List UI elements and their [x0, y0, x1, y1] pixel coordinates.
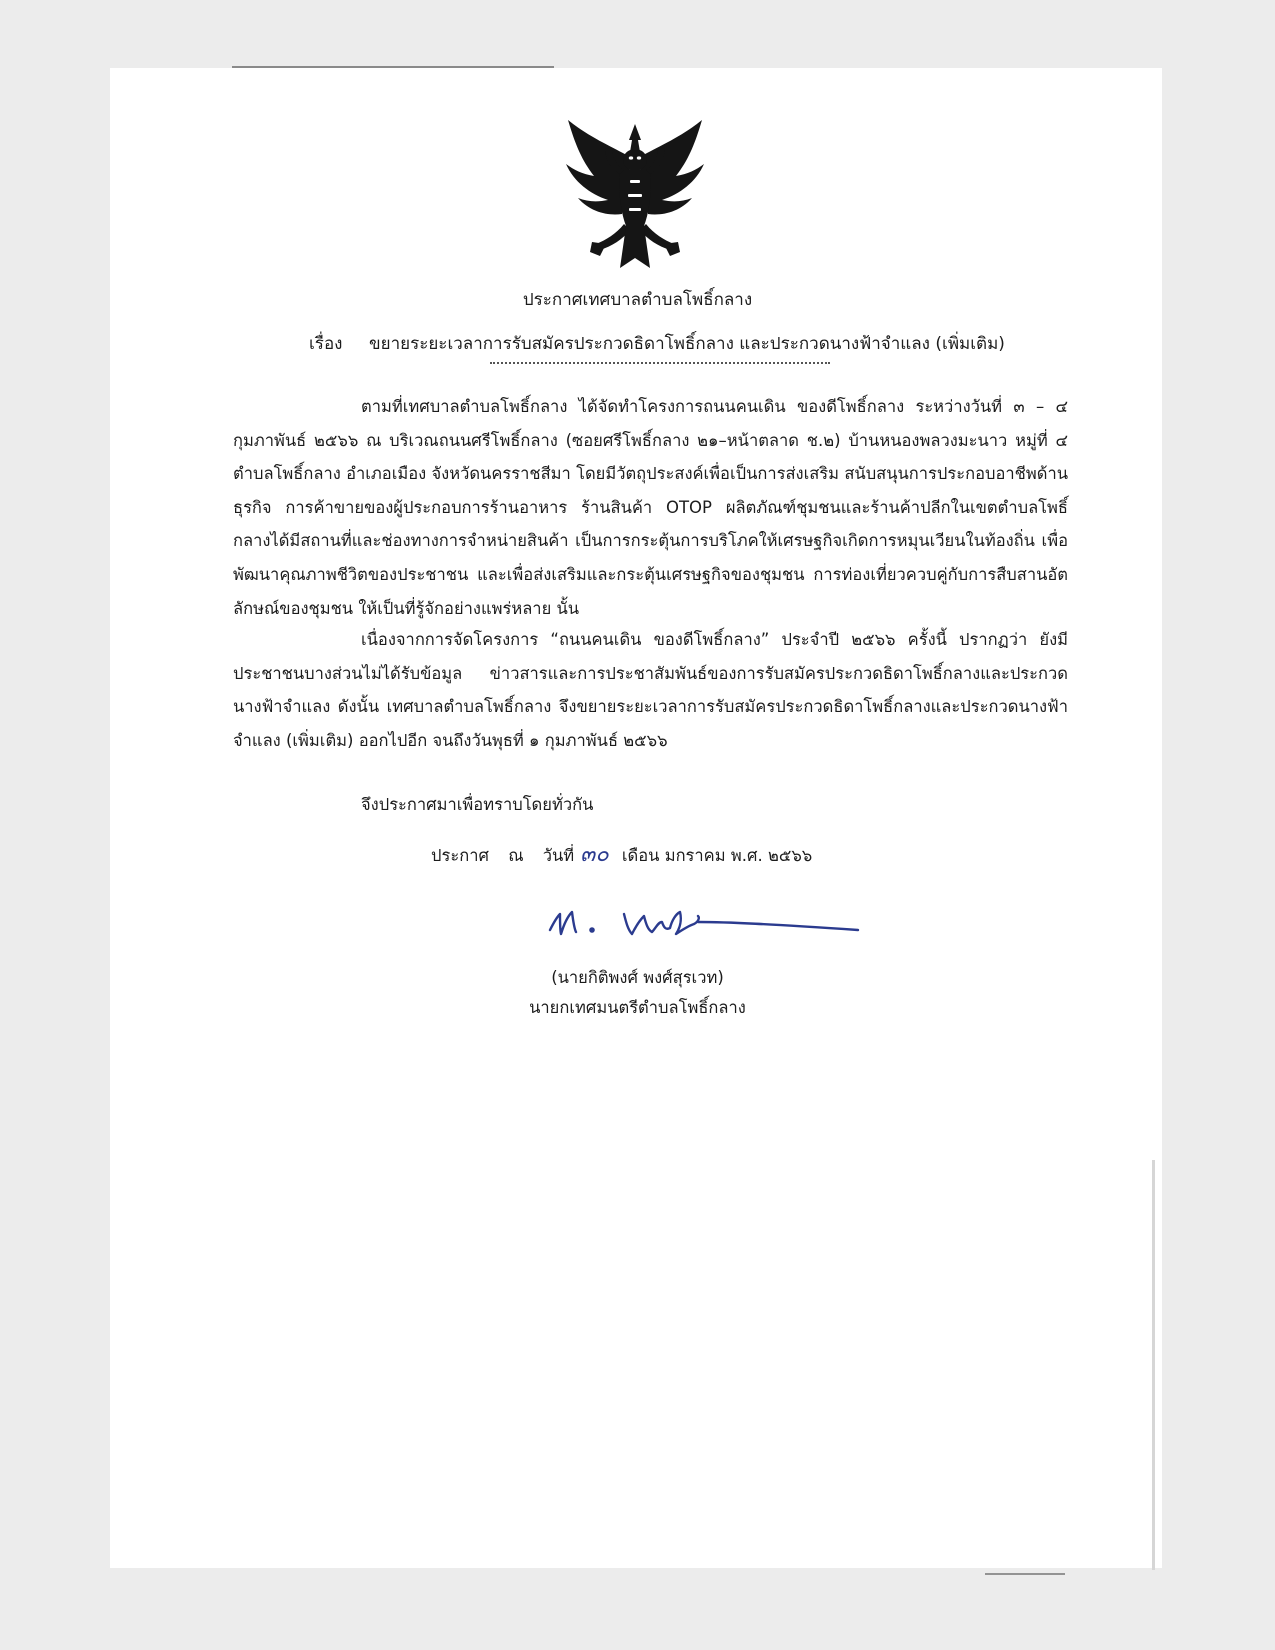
- issuer-heading: ประกาศเทศบาลตำบลโพธิ์กลาง: [522, 290, 753, 310]
- subject-line: [309, 332, 1005, 356]
- paragraph-text: ตามที่เทศบาลตำบลโพธิ์กลาง ได้จัดทำโครงการถนนคนเดิน ของดีโพธิ์กลาง ระหว่างวันที่ ๓ – ๔ กุมภาพันธ์ ๒๕๖๖ ณ บริเวณถนนศรีโพธิ์กลาง (ซอยศรีโพธิ์กลาง ๒๑–หน้าตลาด ช.๒) บ้านหนองพลวงมะนาว หมู่ที่ ๔ ตำบลโพธิ์กลาง อำเภอเมือง จังหวัดนครราชสีมา โดยมีวัตถุประสงค์เพื่อเป็นการส่งเสริม สนับสนุนการประกอบอาชีพด้านธุรกิจ การค้าขายของผู้ประกอบการร้านอาหาร ร้านสินค้า OTOP ผลิตภัณฑ์ชุมชนและร้านค้าปลีกในเขตตำบลโพธิ์กลางได้มีสถานที่และช่องทางการจำหน่ายสินค้า เป็นการกระตุ้นการบริโภคให้เศรษฐกิจเกิดการหมุนเวียนในท้องถิ่น เพื่อพัฒนาคุณภาพชีวิตของประชาชน และเพื่อส่งเสริมและกระตุ้นเศรษฐกิจของชุมชน การท่องเที่ยวควบคู่กับการสืบสานอัตลักษณ์ของชุมชน ให้เป็นที่รู้จักอย่างแพร่หลาย นั้น: [233, 397, 1068, 618]
- closing-line: จึงประกาศมาเพื่อทราบโดยทั่วกัน: [361, 795, 594, 814]
- date-line: [431, 842, 812, 869]
- garuda-emblem-icon: [560, 118, 710, 274]
- date-at: ณ: [508, 846, 524, 865]
- body-paragraph-2: [233, 623, 1068, 757]
- subject-text: ขยายระยะเวลาการรับสมัครประกวดธิดาโพธิ์กลาง และประกวดนางฟ้าจำแลง (เพิ่มเติม): [369, 334, 1005, 354]
- signer-title: นายกเทศมนตรีตำบลโพธิ์กลาง: [529, 998, 746, 1017]
- subject-label: เรื่อง: [309, 334, 343, 354]
- body-paragraph-1: [233, 390, 1068, 625]
- date-prefix: ประกาศ: [431, 846, 489, 865]
- date-month-label: เดือน: [621, 846, 660, 865]
- handwritten-day: ๓๐: [580, 842, 609, 867]
- date-year: ๒๕๖๖: [767, 846, 813, 865]
- scan-artifact-edge: [1152, 1160, 1155, 1570]
- dotted-divider: [490, 362, 830, 364]
- scan-artifact-line: [985, 1573, 1065, 1575]
- paragraph-text: เนื่องจากการจัดโครงการ “ถนนคนเดิน ของดีโพธิ์กลาง” ประจำปี ๒๕๖๖ ครั้งนี้ ปรากฏว่า ยังมีประชาชนบางส่วนไม่ได้รับข้อมูล ข่าวสารและการประชาสัมพันธ์ของการรับสมัครประกวดธิดาโพธิ์กลางและประกวดนางฟ้าจำแลง ดังนั้น เทศบาลตำบลโพธิ์กลาง จึงขยายระยะเวลาการรับสมัครประกวดธิดาโพธิ์กลางและประกวดนางฟ้าจำแลง (เพิ่มเติม) ออกไปอีก จนถึงวันพุธที่ ๑ กุมภาพันธ์ ๒๕๖๖: [233, 630, 1068, 750]
- scan-artifact-line: [232, 66, 554, 68]
- signer-name: (นายกิติพงศ์ พงศ์สุรเวท): [551, 968, 724, 987]
- date-day-label: วันที่: [542, 846, 575, 865]
- handwritten-signature: [548, 900, 868, 960]
- date-month: มกราคม: [664, 846, 726, 865]
- date-era: พ.ศ.: [730, 846, 763, 865]
